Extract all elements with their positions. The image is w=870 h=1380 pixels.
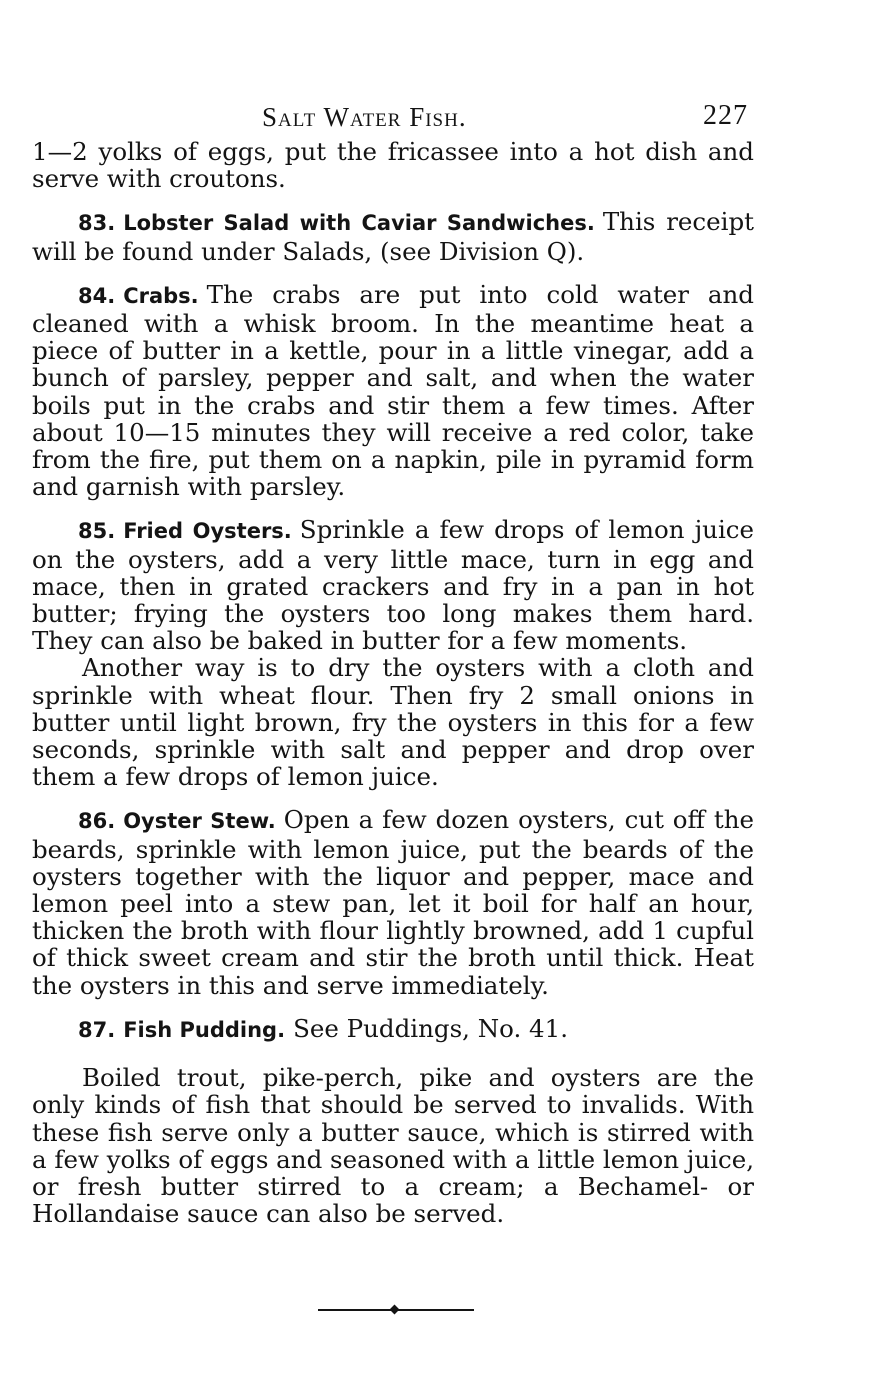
paragraph-text: Boiled trout, pike-perch, pike and oysters are the only kinds of fish that should be served to invalids. With these fish serve only a butter sauce, which is stirred with a few yolks of eggs and seasoned with a little lemon juice, or fresh butter stirred to a cream; a Bechamel- or Hollandaise sauce can also be served. xyxy=(32,1063,754,1229)
recipe-heading: Crabs. xyxy=(123,283,199,308)
recipe-number: 83. xyxy=(78,211,116,236)
invalid-fish-note xyxy=(32,1064,754,1227)
recipe-text: This receipt will be found under Salads, (see Division Q). xyxy=(32,207,754,266)
paragraph-text: Another way is to dry the oysters with a cloth and sprinkle with wheat flour. Then fry 2 small onions in butter until light brown, fry the oysters in this for a few seconds, sprinkle with salt and pepper and drop over them a few drops of lemon juice. xyxy=(32,653,754,792)
recipe-number: 85. xyxy=(78,519,116,544)
recipe-text: Open a few dozen oysters, cut off the beards, sprinkle with lemon juice, put the beards of the oysters together with the liquor and pepper, mace and lemon peel into a stew pan, let it boil for half an hour, thicken the broth with flour lightly browned, add 1 cupful of thick sweet cream and stir the broth until thick. Heat the oysters in this and serve immediately. xyxy=(32,805,754,1000)
recipe-84 xyxy=(32,281,754,501)
recipe-number: 84. xyxy=(78,283,116,308)
page-number: 227 xyxy=(703,100,748,131)
recipe-86 xyxy=(32,806,754,998)
running-head-title: Salt Water Fish. xyxy=(262,102,467,132)
recipe-83 xyxy=(32,208,754,264)
recipe-85-variation xyxy=(32,654,754,790)
running-head xyxy=(32,100,754,138)
section-end-ornament xyxy=(318,1305,474,1315)
recipe-heading: Fried Oysters. xyxy=(123,519,292,544)
continued-paragraph xyxy=(32,138,754,192)
diamond-icon xyxy=(390,1305,400,1315)
book-page xyxy=(32,100,754,1227)
recipe-heading: Lobster Salad with Caviar Sandwiches. xyxy=(123,211,595,236)
recipe-heading: Fish Pudding. xyxy=(123,1017,286,1042)
recipe-number: 86. xyxy=(78,809,116,834)
recipe-text: Sprinkle a few drops of lemon juice on the oysters, add a very little mace, turn in egg and mace, then in grated crackers and fry in a pan in hot butter; frying the oysters too long makes them hard. They can also be baked in butter for a few moments. xyxy=(32,515,754,656)
recipe-number: 87. xyxy=(78,1017,116,1042)
recipe-text: See Puddings, No. 41. xyxy=(293,1013,569,1043)
recipe-heading: Oyster Stew. xyxy=(123,809,276,834)
recipe-text: The crabs are put into cold water and cleaned with a whisk broom. In the meantime heat a piece of butter in a kettle, pour in a little vinegar, add a bunch of parsley, pepper and salt, and when the water boils put in the crabs and stir them a few times. After about 10—15 minutes they will receive a red color, take from the fire, put them on a napkin, pile in pyramid form and garnish with parsley. xyxy=(32,279,754,502)
recipe-87 xyxy=(32,1015,754,1044)
paragraph-text: 1—2 yolks of eggs, put the fricassee into a hot dish and serve with croutons. xyxy=(32,137,754,194)
recipe-85 xyxy=(32,516,754,654)
